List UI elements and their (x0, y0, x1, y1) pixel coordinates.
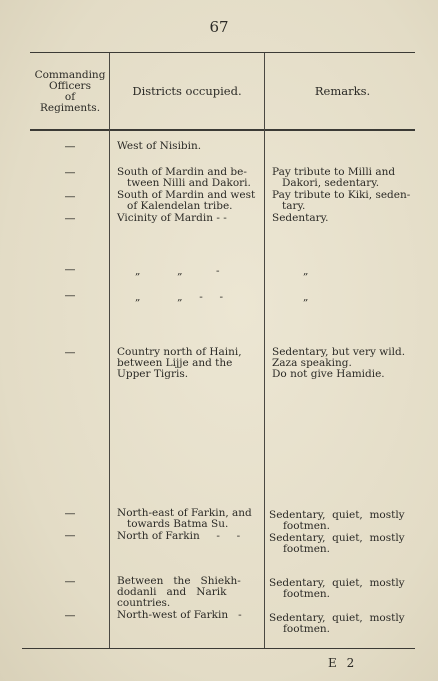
remarks-cell (269, 533, 419, 555)
remarks-line: Sedentary, but very wild. (272, 346, 406, 358)
row-mark: — (64, 190, 76, 203)
district-line: South of Mardin and be- (117, 166, 247, 178)
remarks-line: Pay tribute to Milli and (272, 166, 396, 178)
district-line: West of Nisibin. (117, 140, 202, 152)
row-mark: — (64, 140, 76, 153)
district-cell (135, 292, 265, 303)
district-cell (117, 610, 262, 621)
remarks-line: Pay tribute to Kiki, seden- (272, 189, 411, 201)
remarks-cell (272, 167, 422, 189)
district-cell (117, 141, 262, 152)
remarks-cell (272, 213, 422, 224)
remarks-line: footmen. (283, 543, 331, 555)
remarks-line: Dakori, sedentary. (282, 177, 380, 189)
remarks-line: footmen. (283, 520, 331, 532)
remarks-line: Sedentary, quiet, mostly (269, 612, 405, 624)
top-rule (30, 52, 415, 53)
district-cell (117, 508, 262, 530)
row-mark: — (64, 289, 76, 302)
district-line: dodanli and Narik (117, 586, 227, 598)
header-officers-line: Regiments. (39, 102, 101, 114)
remarks-line: Zaza speaking. (272, 357, 352, 369)
remarks-line: Sedentary. (272, 212, 329, 224)
remarks-cell (269, 578, 419, 600)
remarks-line: Do not give Hamidie. (272, 368, 385, 380)
page-number: 67 (209, 18, 229, 36)
row-mark: — (64, 529, 76, 542)
district-line: North-west of Farkin - (117, 609, 242, 621)
header-remarks: Remarks. (314, 84, 371, 98)
header-officers-line: of (64, 91, 76, 103)
district-line: countries. (117, 597, 171, 609)
column-divider-1 (109, 53, 110, 648)
district-cell (117, 531, 262, 542)
remarks-line: Sedentary, quiet, mostly (269, 532, 405, 544)
header-officers (30, 70, 110, 114)
remarks-cell (269, 510, 419, 532)
district-line: between Lijje and the (117, 357, 233, 369)
district-cell (135, 266, 265, 277)
ditto-mark: „ (303, 265, 309, 277)
row-mark: — (64, 166, 76, 179)
district-line: Country north of Haini, (117, 346, 242, 358)
district-line: North of Farkin - - (117, 530, 241, 542)
district-line: Upper Tigris. (117, 368, 189, 380)
ditto-mark: „ „ - - (135, 291, 224, 303)
bottom-rule (22, 648, 415, 649)
remarks-line: footmen. (283, 623, 331, 635)
remarks-cell (269, 613, 419, 635)
row-mark: — (64, 575, 76, 588)
district-line: Vicinity of Mardin - - (117, 212, 227, 224)
row-mark: — (64, 346, 76, 359)
district-line: Between the Shiekh- (117, 575, 241, 587)
header-officers-line: Commanding (34, 69, 106, 81)
district-cell (117, 347, 262, 380)
ditto-mark: „ (303, 291, 309, 303)
remarks-cell (272, 347, 422, 380)
row-mark: — (64, 263, 76, 276)
district-cell (117, 167, 262, 189)
column-divider-2 (264, 53, 265, 648)
row-mark: — (64, 507, 76, 520)
ditto-mark: „ „ - (135, 265, 220, 277)
header-districts: Districts occupied. (132, 84, 242, 98)
remarks-line: tary. (282, 200, 306, 212)
remarks-line: footmen. (283, 588, 331, 600)
remarks-cell (303, 266, 343, 277)
district-cell (117, 576, 262, 609)
remarks-line: Sedentary, quiet, mostly (269, 509, 405, 521)
district-line: South of Mardin and west (117, 189, 256, 201)
remarks-line: Sedentary, quiet, mostly (269, 577, 405, 589)
remarks-cell (272, 190, 422, 212)
row-mark: — (64, 212, 76, 225)
header-bottom-rule (30, 129, 415, 131)
remarks-cell (303, 292, 343, 303)
district-line: tween Nilli and Dakori. (127, 177, 251, 189)
row-mark: — (64, 609, 76, 622)
signature-mark: E 2 (328, 656, 358, 670)
district-line: North-east of Farkin, and (117, 507, 252, 519)
district-line: towards Batma Su. (127, 518, 229, 530)
district-cell (117, 213, 262, 224)
district-cell (117, 190, 262, 212)
district-line: of Kalendelan tribe. (127, 200, 233, 212)
header-officers-line: Officers (49, 80, 91, 92)
